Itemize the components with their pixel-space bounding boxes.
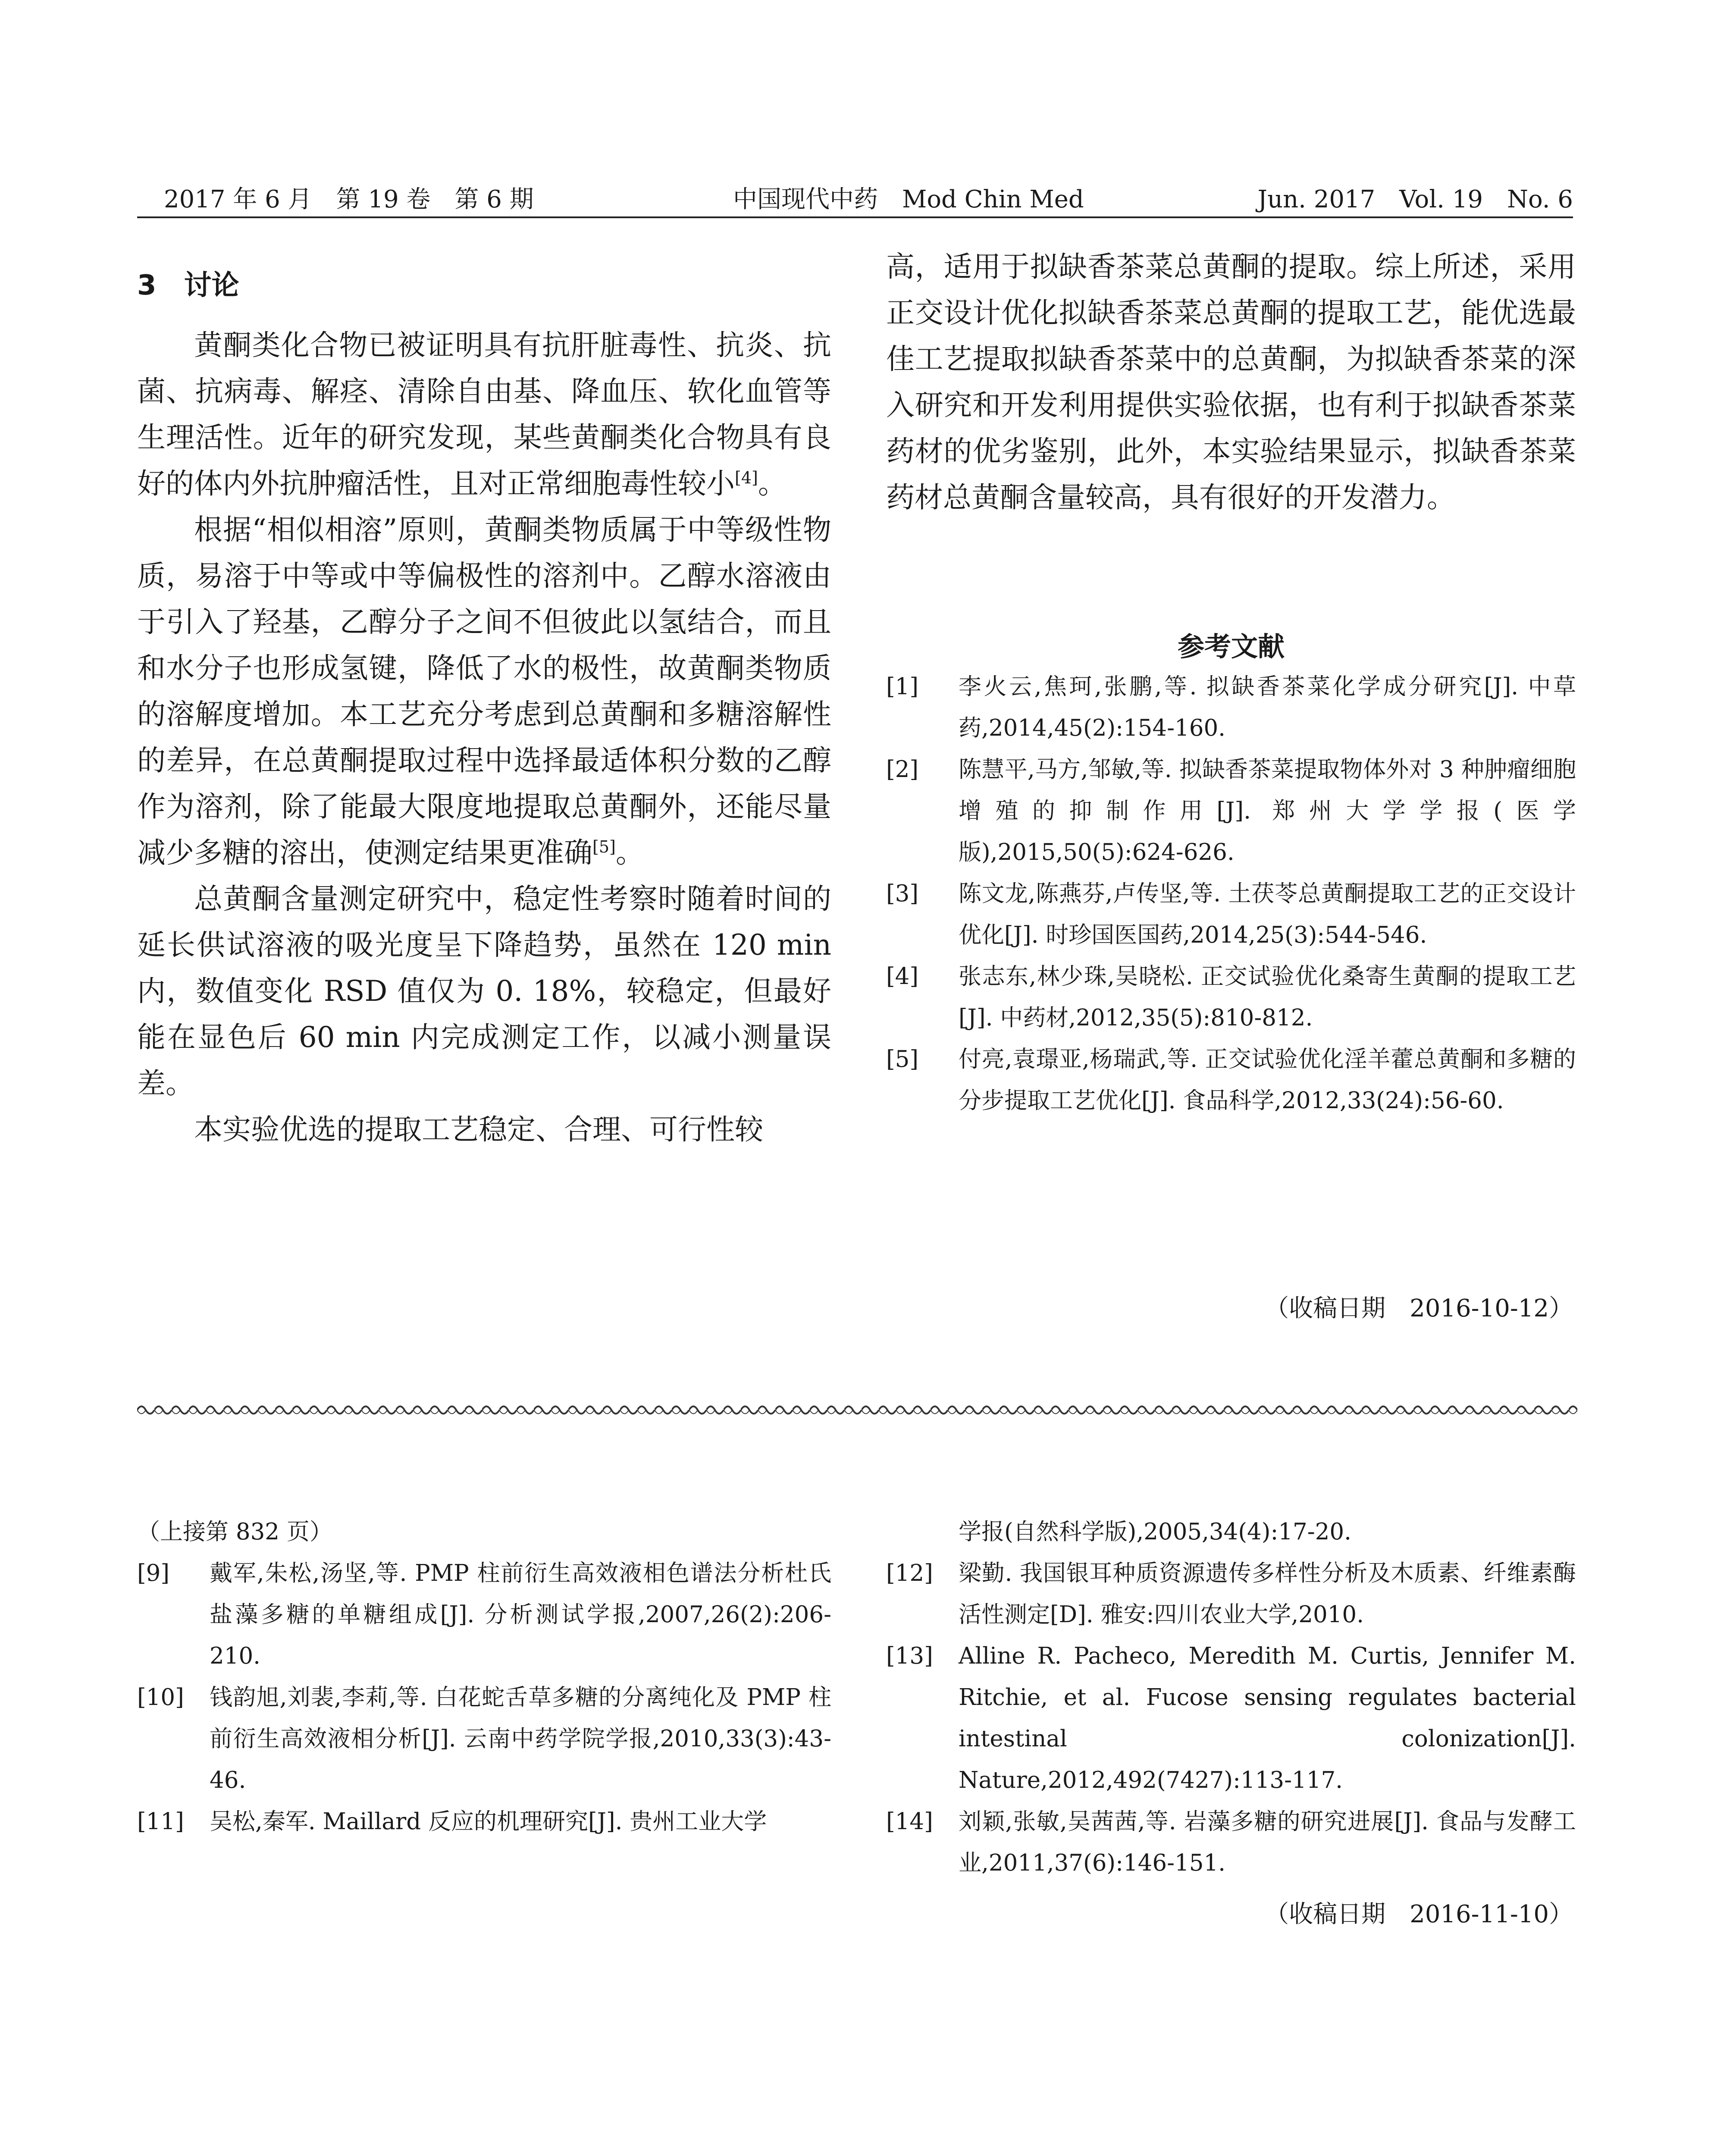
reference-item: [9] 戴军,朱松,汤坚,等. PMP 柱前衍生高效液相色谱法分析杜氏盐藻多糖的单糖组成[J]. 分析测试学报,2007,26(2):206-210. (137, 1553, 831, 1677)
paragraph-continued: 高，适用于拟缺香茶菜总黄酮的提取。综上所述，采用正交设计优化拟缺香茶菜总黄酮的提取工艺，能优选最佳工艺提取拟缺香茶菜中的总黄酮，为拟缺香茶菜的深入研究和开发利用提供实验依据，也有利于拟缺香茶菜药材的优劣鉴别，此外，本实验结果显示，拟缺香茶菜药材总黄酮含量较高，具有很好的开发潜力。 (886, 250, 1576, 514)
citation[interactable]: [4] (735, 468, 758, 487)
reference-continued-line: 学报(自然科学版),2005,34(4):17-20. (959, 1519, 1351, 1545)
reference-number: [14] (886, 1808, 933, 1835)
citation[interactable]: [5] (592, 837, 616, 856)
running-header-right: Jun. 2017 Vol. 19 No. 6 (1257, 185, 1573, 213)
header-rule (137, 216, 1573, 218)
reference-item: [14] 刘颖,张敏,吴茜茜,等. 岩藻多糖的研究进展[J]. 食品与发酵工业,2011,37(6):146-151. (886, 1801, 1576, 1884)
discussion-body (137, 322, 831, 1153)
reference-number: [3] (886, 881, 919, 907)
section-title: 3 讨论 (137, 270, 239, 301)
reference-number: [5] (886, 1046, 919, 1072)
received-date: （收稿日期 2016-11-10） (1265, 1900, 1573, 1928)
reference-number: [2] (886, 756, 919, 783)
reference-number: [13] (886, 1643, 933, 1669)
reference-number: [11] (137, 1808, 184, 1835)
continued-references-left (137, 1511, 831, 1843)
reference-item: [5] 付亮,袁璟亚,杨瑞武,等. 正交试验优化淫羊藿总黄酮和多糖的分步提取工艺优化[J]. 食品科学,2012,33(24):56-60. (886, 1039, 1576, 1122)
paragraph: 根据“相似相溶”原则，黄酮类物质属于中等级性物质，易溶于中等或中等偏极性的溶剂中。乙醇水溶液由于引入了羟基，乙醇分子之间不但彼此以氢结合，而且和水分子也形成氢键，降低了水的极性，故黄酮类物质的溶解度增加。本工艺充分考虑到总黄酮和多糖溶解性的差异，在总黄酮提取过程中选择最适体积分数的乙醇作为溶剂，除了能最大限度地提取总黄酮外，还能尽量减少多糖的溶出，使测定结果更准确[5]。 (137, 513, 831, 869)
discussion-continuation (886, 244, 1576, 520)
reference-item: [13] Alline R. Pacheco, Meredith M. Curtis, Jennifer M. Ritchie, et al. Fucose sensing regulates bacterial intestinal colonization[J]. Nature,2012,492(7427):113-117. (886, 1636, 1576, 1801)
received-date: （收稿日期 2016-10-12） (1265, 1294, 1573, 1322)
paragraph: 总黄酮含量测定研究中，稳定性考察时随着时间的延长供试溶液的吸光度呈下降趋势，虽然在 120 min内，数值变化 RSD 值仅为 0. 18%，较稳定，但最好能在显色后 60 min 内完成测定工作，以减小测量误差。 (137, 882, 831, 1100)
reference-number: [12] (886, 1560, 933, 1586)
wave-divider (137, 1399, 1577, 1421)
reference-item: [12] 梁勤. 我国银耳种质资源遗传多样性分析及木质素、纤维素酶活性测定[D]. 雅安:四川农业大学,2010. (886, 1553, 1576, 1636)
reference-number: [1] (886, 674, 919, 700)
paragraph: 本实验优选的提取工艺稳定、合理、可行性较 (194, 1113, 763, 1146)
continued-references-right (886, 1511, 1576, 1884)
reference-item: [2] 陈慧平,马方,邹敏,等. 拟缺香茶菜提取物体外对 3 种肿瘤细胞增殖的抑制作用[J]. 郑州大学学报(医学版),2015,50(5):624-626. (886, 749, 1576, 873)
running-header-left: 2017 年 6 月 第 19 卷 第 6 期 (164, 185, 534, 213)
reference-item: [11] 吴松,秦军. Maillard 反应的机理研究[J]. 贵州工业大学 (137, 1801, 831, 1843)
reference-number: [9] (137, 1560, 170, 1586)
running-header-center: 中国现代中药 Mod Chin Med (733, 185, 1084, 213)
reference-item: [3] 陈文龙,陈燕芬,卢传坚,等. 土茯苓总黄酮提取工艺的正交设计优化[J]. 时珍国医国药,2014,25(3):544-546. (886, 873, 1576, 956)
reference-item: [4] 张志东,林少珠,吴晓松. 正交试验优化桑寄生黄酮的提取工艺[J]. 中药材,2012,35(5):810-812. (886, 956, 1576, 1039)
references-title: 参考文献 (1177, 631, 1285, 662)
discussion-section (137, 263, 831, 1153)
continued-from-label: （上接第 832 页） (137, 1519, 332, 1545)
reference-number: [4] (886, 963, 919, 990)
reference-item: [1] 李火云,焦珂,张鹏,等. 拟缺香茶菜化学成分研究[J]. 中草药,2014,45(2):154-160. (886, 666, 1576, 749)
reference-number: [10] (137, 1684, 184, 1711)
reference-item: [10] 钱韵旭,刘裴,李莉,等. 白花蛇舌草多糖的分离纯化及 PMP 柱前衍生高效液相分析[J]. 云南中药学院学报,2010,33(3):43-46. (137, 1677, 831, 1801)
paragraph: 黄酮类化合物已被证明具有抗肝脏毒性、抗炎、抗菌、抗病毒、解痉、清除自由基、降血压、软化血管等生理活性。近年的研究发现，某些黄酮类化合物具有良好的体内外抗肿瘤活性，且对正常细胞毒性较小[4]。 (137, 329, 831, 500)
references-list (886, 666, 1576, 1122)
